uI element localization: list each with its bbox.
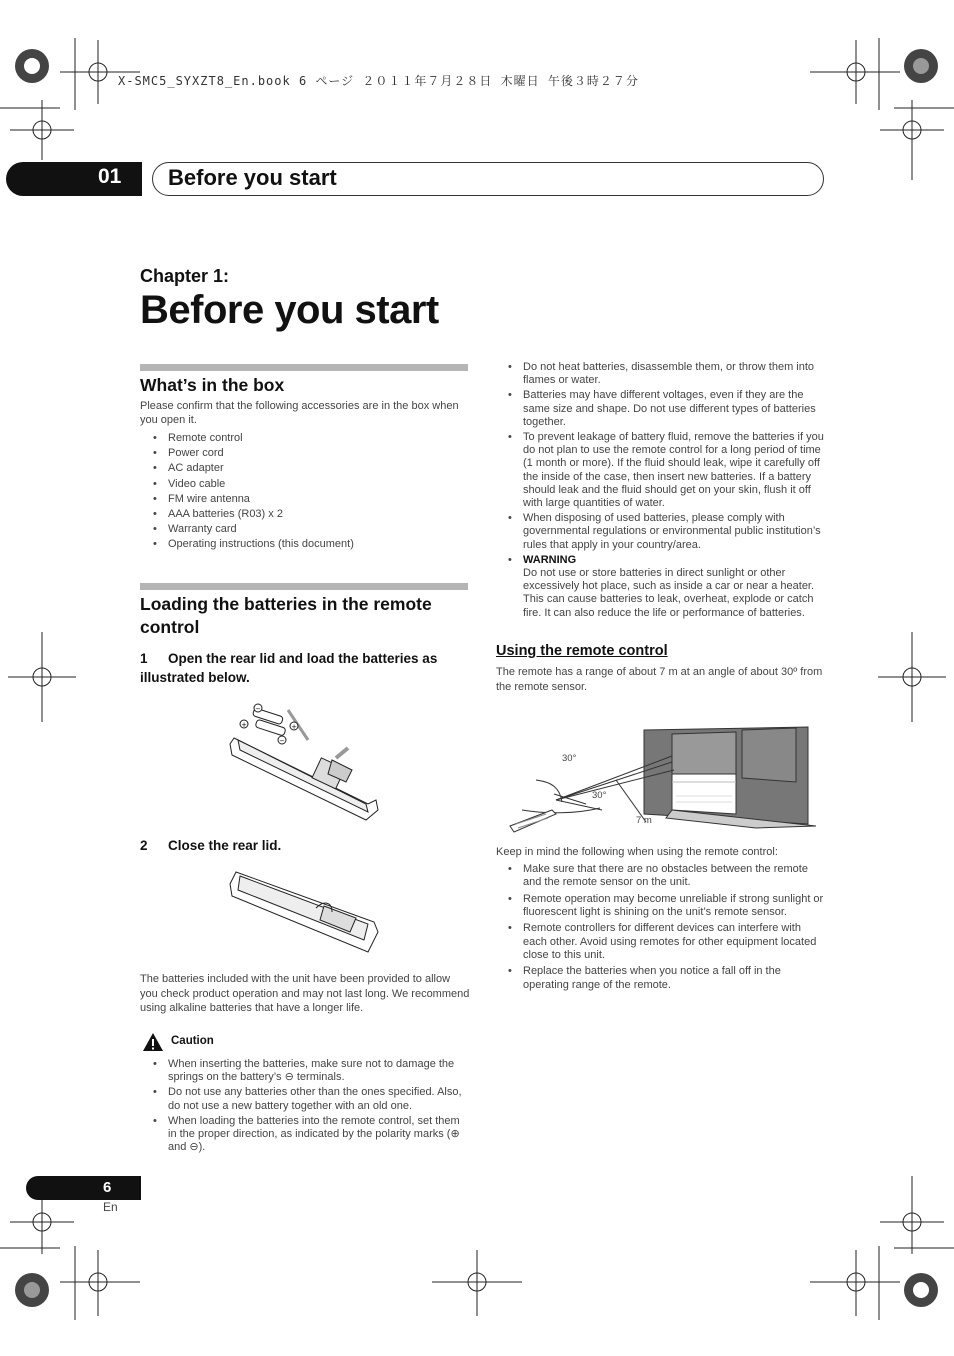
list-item: • Operating instructions (this document): [141, 538, 471, 551]
caution-list: [141, 1058, 471, 1156]
caution-label: Caution: [171, 1035, 214, 1047]
list-item: • AC adapter: [141, 462, 471, 475]
remote-tips-list: [496, 863, 826, 995]
angle-label-top: 30°: [562, 753, 577, 764]
print-header: X-SMC5_SYXZT8_En.book 6 ページ ２０１１年７月２８日 木曜日 午後３時２７分: [118, 74, 639, 88]
keep-in-mind-text: Keep in mind the following when using the remote control:: [496, 846, 778, 858]
loading-heading: Loading the batteries in the remote control: [140, 594, 432, 637]
distance-label: 7 m: [636, 815, 652, 826]
section-divider: [140, 364, 468, 371]
step-2: [140, 836, 470, 855]
list-item: • AAA batteries (R03) x 2: [141, 508, 471, 521]
whats-in-box-heading: What’s in the box: [140, 375, 285, 395]
svg-text:+: +: [291, 723, 297, 731]
whats-in-box-intro: Please confirm that the following accessories are in the box when you open it.: [140, 400, 459, 426]
list-item: • Video cable: [141, 478, 471, 491]
step-number: 2: [140, 838, 148, 853]
page-language: En: [103, 1200, 118, 1214]
list-item: • When inserting the batteries, make sure not to damage the springs on the battery’s ⊖ terminals.: [141, 1058, 471, 1084]
accessory-list: [141, 432, 471, 554]
step-1: [140, 649, 470, 687]
list-item: • Do not heat batteries, disassemble them, or throw them into flames or water.: [496, 361, 826, 387]
warning-label: • WARNING: [523, 553, 577, 566]
list-item: • When disposing of used batteries, please comply with governmental regulations or environmental public institution’s rules that apply in your country/area.: [496, 512, 826, 552]
list-item: • Batteries may have different voltages, even if they are the same size and shape. Do not use different types of batteries together.: [496, 389, 826, 429]
chapter-tab: [6, 162, 142, 196]
svg-text:−: −: [255, 705, 261, 713]
using-remote-heading: Using the remote control: [496, 643, 668, 659]
chapter-label: Chapter 1:: [140, 266, 230, 286]
battery-note: The batteries included with the unit have been provided to allow you check product operation and may not last long. We recommend using alkaline batteries that have a longer life.: [140, 973, 470, 1014]
list-item: • Power cord: [141, 447, 471, 460]
list-item: • Do not use any batteries other than the ones specified. Also, do not use a new battery together with an old one.: [141, 1086, 471, 1112]
svg-text:+: +: [241, 721, 247, 729]
svg-text:−: −: [279, 737, 285, 745]
warning-item: [496, 554, 826, 620]
remote-range-illustration: [496, 722, 816, 840]
battery-insertion-illustration: [228, 700, 383, 825]
caution-icon: [142, 1032, 164, 1052]
rear-lid-illustration: [228, 866, 383, 961]
list-item: • Remote operation may become unreliable if strong sunlight or fluorescent light is shining on the unit’s remote sensor.: [496, 893, 826, 919]
list-item: • Make sure that there are no obstacles between the remote and the remote sensor on the unit.: [496, 863, 826, 889]
list-item: • Remote control: [141, 432, 471, 445]
list-item: • Warranty card: [141, 523, 471, 536]
step-number: 1: [140, 651, 148, 666]
list-item: • Remote controllers for different devices can interfere with each other. Avoid using remotes for other equipment located close to this unit.: [496, 922, 826, 962]
warning-text: Do not use or store batteries in direct sunlight or other excessively hot place, such as inside a car or near a heater. This can cause batteries to leak, overheat, explode or catch fire. It can also reduce the life or performance of batteries.: [523, 567, 815, 619]
chapter-tab-title: Before you start: [168, 165, 337, 190]
list-item: • When loading the batteries into the remote control, set them in the proper direction, as indicated by the polarity marks (⊕ and ⊖).: [141, 1115, 471, 1155]
step-text: Close the rear lid.: [168, 838, 282, 853]
step-text: Open the rear lid and load the batteries as illustrated below.: [140, 651, 438, 685]
battery-notes-list: [496, 361, 826, 622]
list-item: • Replace the batteries when you notice a fall off in the operating range of the remote.: [496, 965, 826, 991]
chapter-tab-number: 01: [98, 165, 122, 188]
chapter-title: Before you start: [140, 288, 439, 332]
section-divider: [140, 583, 468, 590]
angle-label-bottom: 30°: [592, 790, 607, 801]
page-number: 6: [103, 1179, 112, 1196]
using-remote-intro: The remote has a range of about 7 m at an angle of about 30º from the remote sensor.: [496, 666, 823, 693]
page-number-tab: [26, 1176, 141, 1200]
list-item: • To prevent leakage of battery fluid, remove the batteries if you do not plan to use the remote control for a long period of time (1 month or more). If the fluid should leak, wipe it carefully off the inside of the case, then insert new batteries. If a battery should leak and the fluid should get on your skin, flush it off with large quantities of water.: [496, 431, 826, 510]
list-item: • FM wire antenna: [141, 493, 471, 506]
